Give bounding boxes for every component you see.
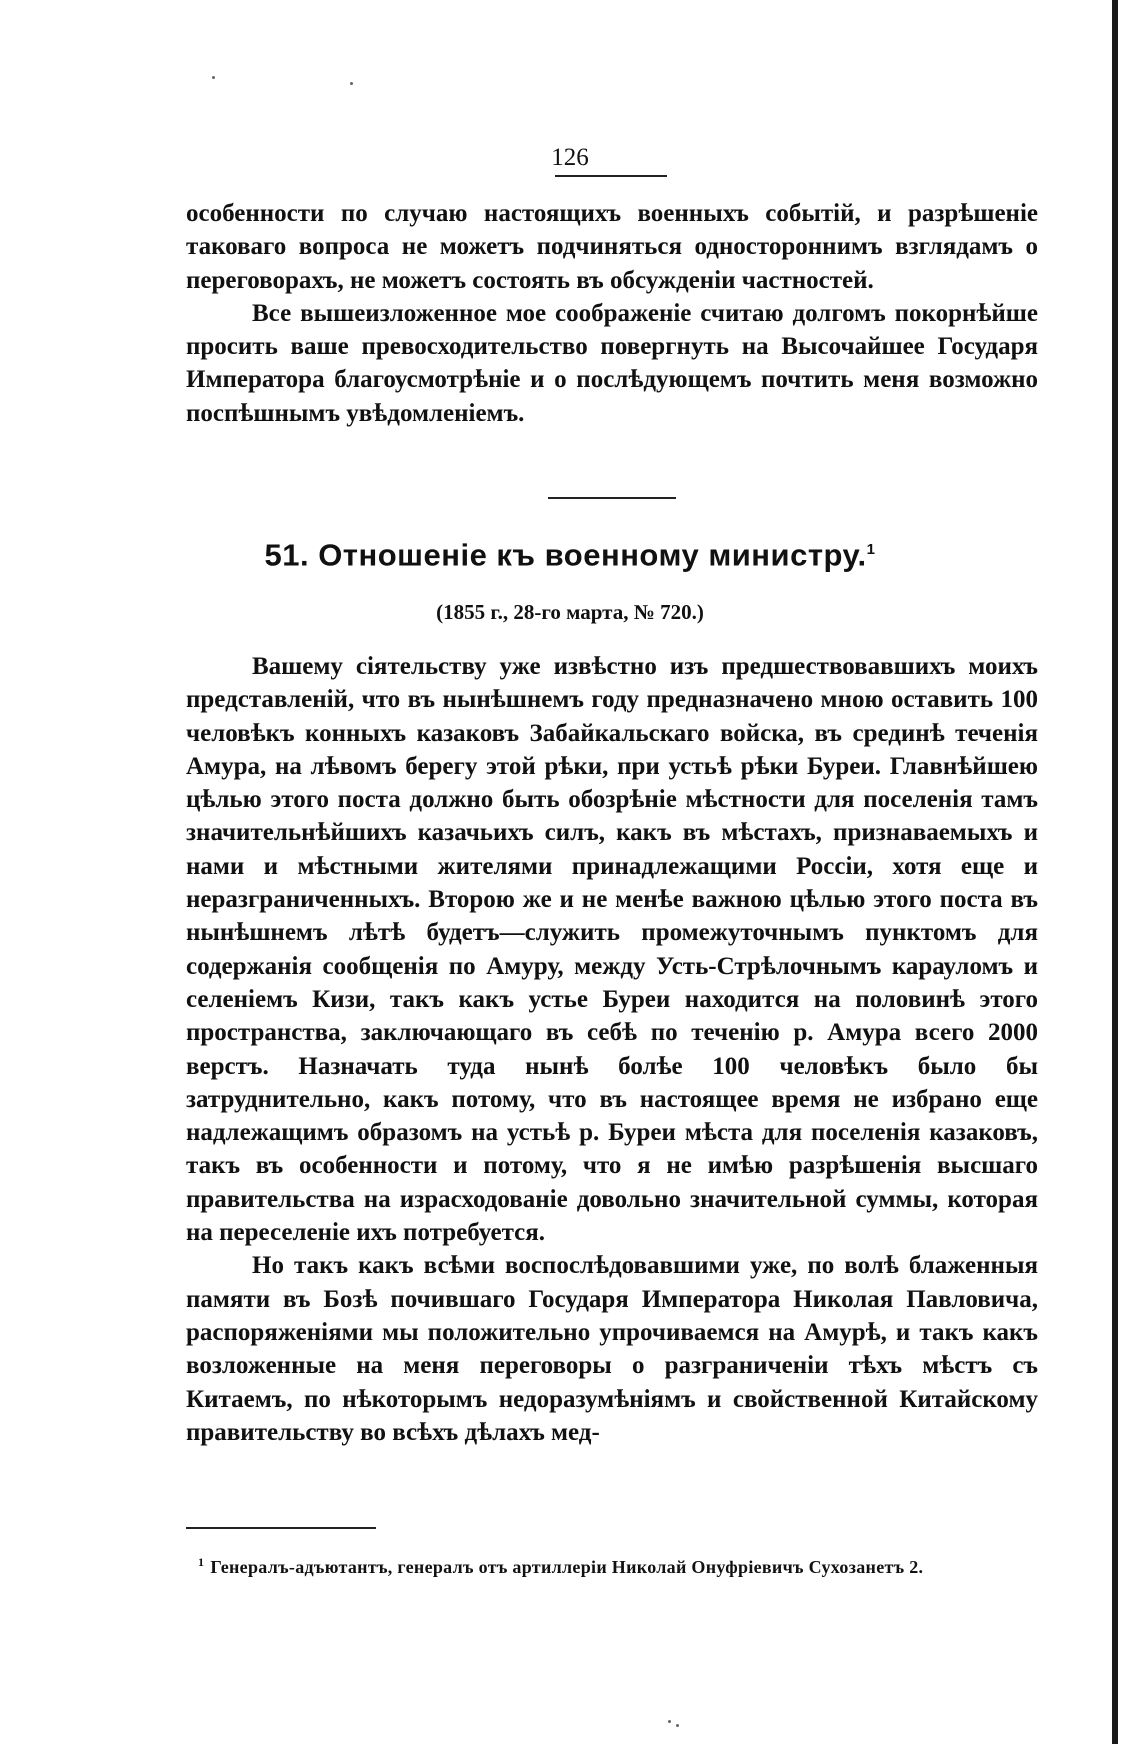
scan-edge-shadow [1112,0,1118,1744]
footnote-text: Генералъ-адъютантъ, генералъ отъ артиллеріи Николай Онуфріевичъ Сухозанетъ 2. [210,1557,924,1577]
scan-speck [668,1720,671,1723]
scan-speck [350,82,353,85]
text-block-top [186,197,1038,430]
scan-speck [676,1724,679,1727]
footnote [198,1550,1058,1579]
section-date: (1855 г., 28-го марта, № 720.) [436,600,704,624]
paragraph: Но такъ какъ всѣми воспослѣдовавшими уже, по волѣ блаженныя памяти въ Бозѣ почившаго Государя Императора Николая Павловича, распоряженіями мы положительно упрочиваемся на Амурѣ, и такъ какъ возложенные на меня переговоры о разграниченіи тѣхъ мѣстъ съ Китаемъ, по нѣкоторымъ недоразумѣніямъ и свойственной Китайскому правительству во всѣхъ дѣлахъ мед- [186,1252,1038,1446]
page-number-rule [555,175,667,177]
footnote-divider [186,1527,376,1529]
paragraph: особенности по случаю настоящихъ военныхъ событій, и разрѣшеніе таковаго вопроса не можетъ подчиняться одностороннимъ взглядамъ о переговорахъ, не можетъ состоять въ обсужденіи частностей. [186,200,1038,294]
paragraph: Все вышеизложенное мое соображеніе считаю долгомъ покорнѣйше просить ваше превосходительство повергнуть на Высочайшее Государя Императора благоусмотрѣніе и о послѣдующемъ почтить меня возможно поспѣшнымъ увѣдомленіемъ. [186,299,1038,427]
text-block-letter [186,650,1038,1449]
section-heading-text: 51. Отношеніе къ военному министру. [264,537,867,573]
footnote-reference: 1 [866,541,876,558]
section-heading [0,530,1140,575]
page-number: 126 [551,144,589,171]
scan-speck [212,76,215,79]
section-divider [548,497,676,499]
paragraph: Вашему сіятельству уже извѣстно изъ предшествовавшихъ моихъ представленій, что въ нынѣшнемъ году предназначено мною оставить 100 человѣкъ конныхъ казаковъ Забайкальскаго войска, въ срединѣ теченія Амура, на лѣвомъ берегу этой рѣки, при устьѣ рѣки Буреи. Главнѣйшею цѣлью этого поста должно быть обозрѣніе мѣстности для поселенія тамъ значительнѣйшихъ казачьихъ силъ, какъ въ мѣстахъ, признаваемыхъ и нами и мѣстными жителями принадлежащими Россіи, хотя еще и неразграниченныхъ. Второю же и не менѣе важною цѣлью этого поста въ нынѣшнемъ лѣтѣ будетъ—служить промежуточнымъ пунктомъ для содержанія сообщенія по Амуру, между Усть-Стрѣлочнымъ карауломъ и селеніемъ Кизи, такъ какъ устье Буреи находится на половинѣ этого пространства, заключающаго въ себѣ по теченію р. Амура всего 2000 верстъ. Назначать туда нынѣ болѣе 100 человѣкъ было бы затруднительно, какъ потому, что въ настоящее время не избрано еще надлежащимъ образомъ на устьѣ р. Буреи мѣста для поселенія казаковъ, такъ въ особенности и потому, что я не имѣю разрѣшенія высшаго правительства на израсходованіе довольно значительной суммы, которая на переселеніе ихъ потребуется. [186,653,1038,1247]
footnote-marker: 1 [198,1555,205,1569]
